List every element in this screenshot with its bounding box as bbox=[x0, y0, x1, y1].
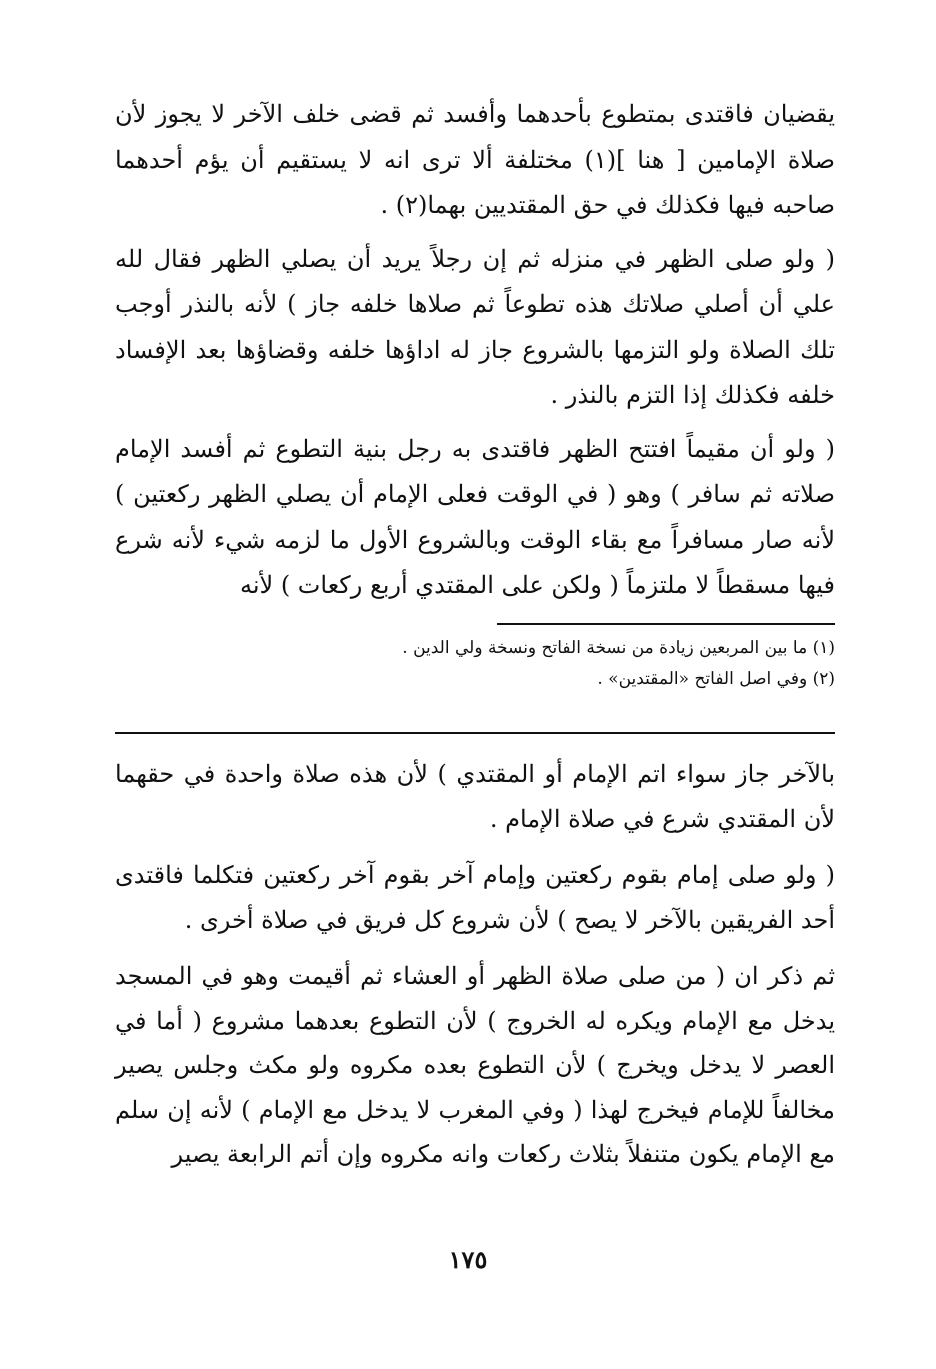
paragraph-5: ( ولو صلى إمام بقوم ركعتين وإمام آخر بقوم آخر ركعتين فتكلما فاقتدى أحد الفريقين بالآخر لا يصح ) لأن شروع كل فريق في صلاة أخرى . bbox=[115, 861, 835, 934]
page-number: ١٧٥ bbox=[448, 1245, 488, 1274]
footnote-1: (١) ما بين المربعين زيادة من نسخة الفاتح ونسخة ولي الدين . bbox=[402, 637, 835, 658]
footnotes bbox=[115, 633, 835, 695]
footnote-divider bbox=[497, 623, 835, 625]
section-divider bbox=[115, 732, 835, 734]
footnote-2: (٢) وفي اصل الفاتح «المقتدين» . bbox=[597, 668, 835, 689]
upper-text-block bbox=[115, 92, 835, 695]
paragraph-4: بالآخر جاز سواء اتم الإمام أو المقتدي ) لأن هذه صلاة واحدة في حقهما لأن المقتدي شرع في صلاة الإمام . bbox=[115, 760, 835, 833]
lower-text-block bbox=[115, 752, 835, 1177]
paragraph-6: ثم ذكر ان ( من صلى صلاة الظهر أو العشاء ثم أقيمت وهو في المسجد يدخل مع الإمام ويكره له الخروج ) لأن التطوع بعدهما مشروع ( أما في العصر لا يدخل ويخرج ) لأن التطوع بعده مكروه ولو مكث وجلس يصير مخالفاً للإمام فيخرج لهذا ( وفي المغرب لا يدخل مع الإمام ) لأنه إن سلم مع الإمام يكون متنفلاً بثلاث ركعات وانه مكروه وإن أتم الرابعة يصير bbox=[115, 962, 836, 1168]
paragraph-3: ( ولو أن مقيماً افتتح الظهر فاقتدى به رجل بنية التطوع ثم أفسد الإمام صلاته ثم سافر ) وهو ( في الوقت فعلى الإمام أن يصلي الظهر ركعتين ) لأنه صار مسافراً مع بقاء الوقت وبالشروع الأول ما لزمه شيء لأنه شرع فيها مسقطاً لا ملتزماً ( ولكن على المقتدي أربع ركعات ) لأنه bbox=[115, 434, 835, 599]
paragraph-1: يقضيان فاقتدى بمتطوع بأحدهما وأفسد ثم قضى خلف الآخر لا يجوز لأن صلاة الإمامين [ هنا ](١) مختلفة ألا ترى انه لا يستقيم أن يؤم أحدهما صاحبه فيها فكذلك في حق المقتديين بهما(٢) . bbox=[115, 100, 835, 219]
paragraph-2: ( ولو صلى الظهر في منزله ثم إن رجلاً يريد أن يصلي الظهر فقال لله علي أن أصلي صلاتك هذه تطوعاً ثم صلاها خلفه جاز ) لأنه بالنذر أوجب تلك الصلاة ولو التزمها بالشروع جاز له اداؤها خلفه وقضاؤها بعد الإفساد خلفه فكذلك إذا التزم بالنذر . bbox=[115, 244, 836, 409]
